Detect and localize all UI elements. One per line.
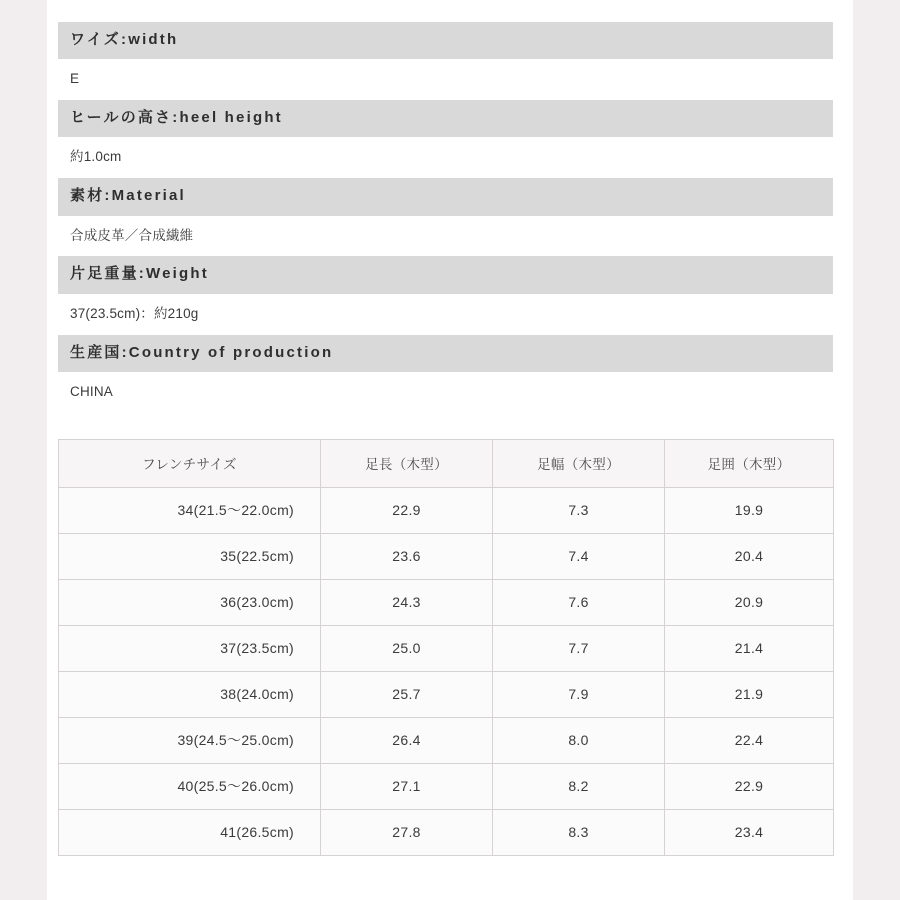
cell-girth: 20.9 bbox=[665, 579, 834, 625]
cell-girth: 20.4 bbox=[665, 533, 834, 579]
cell-width: 7.3 bbox=[493, 487, 665, 533]
cell-length: 24.3 bbox=[321, 579, 493, 625]
size-table bbox=[58, 439, 834, 856]
product-spec-sheet bbox=[47, 0, 853, 900]
cell-size: 39(24.5〜25.0cm) bbox=[59, 717, 321, 763]
cell-length: 23.6 bbox=[321, 533, 493, 579]
spec-header-material: 素材:Material bbox=[58, 178, 833, 215]
cell-width: 8.2 bbox=[493, 763, 665, 809]
table-row bbox=[59, 579, 834, 625]
column-header-foot-length: 足長（木型） bbox=[321, 439, 493, 487]
cell-size: 38(24.0cm) bbox=[59, 671, 321, 717]
cell-size: 37(23.5cm) bbox=[59, 625, 321, 671]
spec-block-width bbox=[47, 22, 853, 100]
size-table-container bbox=[58, 439, 833, 856]
cell-size: 34(21.5〜22.0cm) bbox=[59, 487, 321, 533]
spec-header-width: ワイズ:width bbox=[58, 22, 833, 59]
table-row bbox=[59, 809, 834, 855]
spec-block-weight bbox=[47, 256, 853, 334]
cell-size: 35(22.5cm) bbox=[59, 533, 321, 579]
cell-girth: 19.9 bbox=[665, 487, 834, 533]
cell-width: 7.6 bbox=[493, 579, 665, 625]
spec-value-heel-height: 約1.0cm bbox=[70, 149, 122, 165]
table-row bbox=[59, 533, 834, 579]
cell-length: 22.9 bbox=[321, 487, 493, 533]
table-row bbox=[59, 625, 834, 671]
size-table-body bbox=[59, 487, 834, 855]
cell-size: 40(25.5〜26.0cm) bbox=[59, 763, 321, 809]
table-row bbox=[59, 763, 834, 809]
spec-value-material: 合成皮革／合成繊維 bbox=[70, 227, 194, 243]
spec-header-heel-height: ヒールの高さ:heel height bbox=[58, 100, 833, 137]
cell-length: 25.7 bbox=[321, 671, 493, 717]
cell-width: 7.4 bbox=[493, 533, 665, 579]
cell-width: 7.7 bbox=[493, 625, 665, 671]
cell-width: 8.0 bbox=[493, 717, 665, 763]
spec-block-country bbox=[47, 335, 853, 413]
column-header-foot-width: 足幅（木型） bbox=[493, 439, 665, 487]
table-row bbox=[59, 487, 834, 533]
spec-list bbox=[47, 0, 853, 413]
column-header-french-size: フレンチサイズ bbox=[59, 439, 321, 487]
cell-girth: 23.4 bbox=[665, 809, 834, 855]
column-header-foot-girth: 足囲（木型） bbox=[665, 439, 834, 487]
spec-value-country: CHINA bbox=[70, 383, 114, 399]
cell-width: 7.9 bbox=[493, 671, 665, 717]
cell-girth: 21.4 bbox=[665, 625, 834, 671]
cell-length: 25.0 bbox=[321, 625, 493, 671]
cell-girth: 22.4 bbox=[665, 717, 834, 763]
cell-length: 27.1 bbox=[321, 763, 493, 809]
spec-value-weight: 37(23.5cm)：約210g bbox=[70, 305, 199, 321]
cell-girth: 22.9 bbox=[665, 763, 834, 809]
cell-size: 41(26.5cm) bbox=[59, 809, 321, 855]
cell-size: 36(23.0cm) bbox=[59, 579, 321, 625]
cell-width: 8.3 bbox=[493, 809, 665, 855]
size-table-head bbox=[59, 439, 834, 487]
cell-girth: 21.9 bbox=[665, 671, 834, 717]
table-row bbox=[59, 671, 834, 717]
spec-value-width: E bbox=[70, 71, 80, 87]
spec-block-material bbox=[47, 178, 853, 256]
cell-length: 27.8 bbox=[321, 809, 493, 855]
table-row bbox=[59, 717, 834, 763]
cell-length: 26.4 bbox=[321, 717, 493, 763]
spec-header-country: 生産国:Country of production bbox=[58, 335, 833, 372]
spec-header-weight: 片足重量:Weight bbox=[58, 256, 833, 293]
table-header-row bbox=[59, 439, 834, 487]
spec-block-heel-height bbox=[47, 100, 853, 178]
